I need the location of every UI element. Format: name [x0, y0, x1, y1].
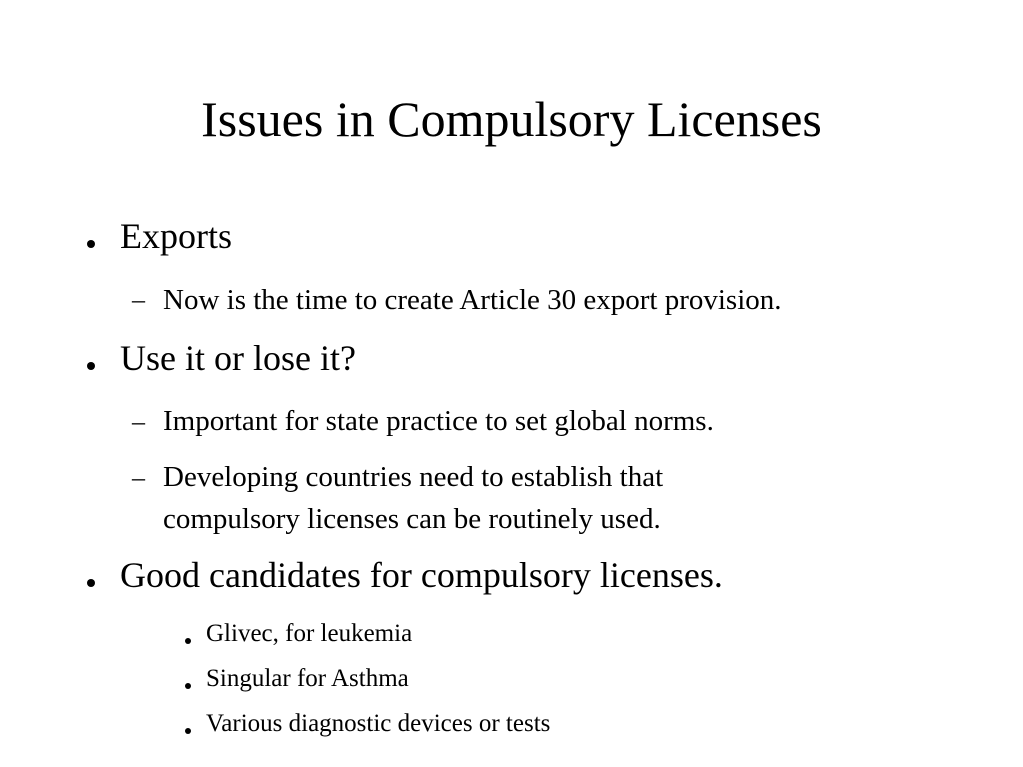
bullet-exports: Exports [120, 216, 232, 256]
bullet-dot-icon [87, 240, 95, 248]
subitem-article-30: Now is the time to create Article 30 export provision. [163, 284, 782, 316]
subitem-diagnostic-devices: Various diagnostic devices or tests [206, 710, 551, 737]
subitem-developing-countries-line1: Developing countries need to establish that [163, 461, 664, 493]
bullet-dot-icon [185, 683, 191, 689]
bullet-dot-icon [87, 579, 95, 587]
dash-icon: – [132, 407, 145, 436]
bullet-dot-icon [185, 728, 191, 734]
subitem-developing-countries-line2: compulsory licenses can be routinely used. [163, 503, 661, 535]
bullet-good-candidates: Good candidates for compulsory licenses. [120, 555, 723, 595]
subitem-state-practice: Important for state practice to set global norms. [163, 405, 714, 437]
bullet-dot-icon [185, 638, 191, 644]
bullet-use-it-or-lose-it: Use it or lose it? [120, 338, 356, 378]
subitem-singular: Singular for Asthma [206, 665, 409, 692]
dash-icon: – [132, 463, 145, 492]
dash-icon: – [132, 285, 145, 314]
subitem-glivec: Glivec, for leukemia [206, 620, 413, 647]
bullet-dot-icon [87, 362, 95, 370]
slide-title: Issues in Compulsory Licenses [201, 91, 822, 147]
